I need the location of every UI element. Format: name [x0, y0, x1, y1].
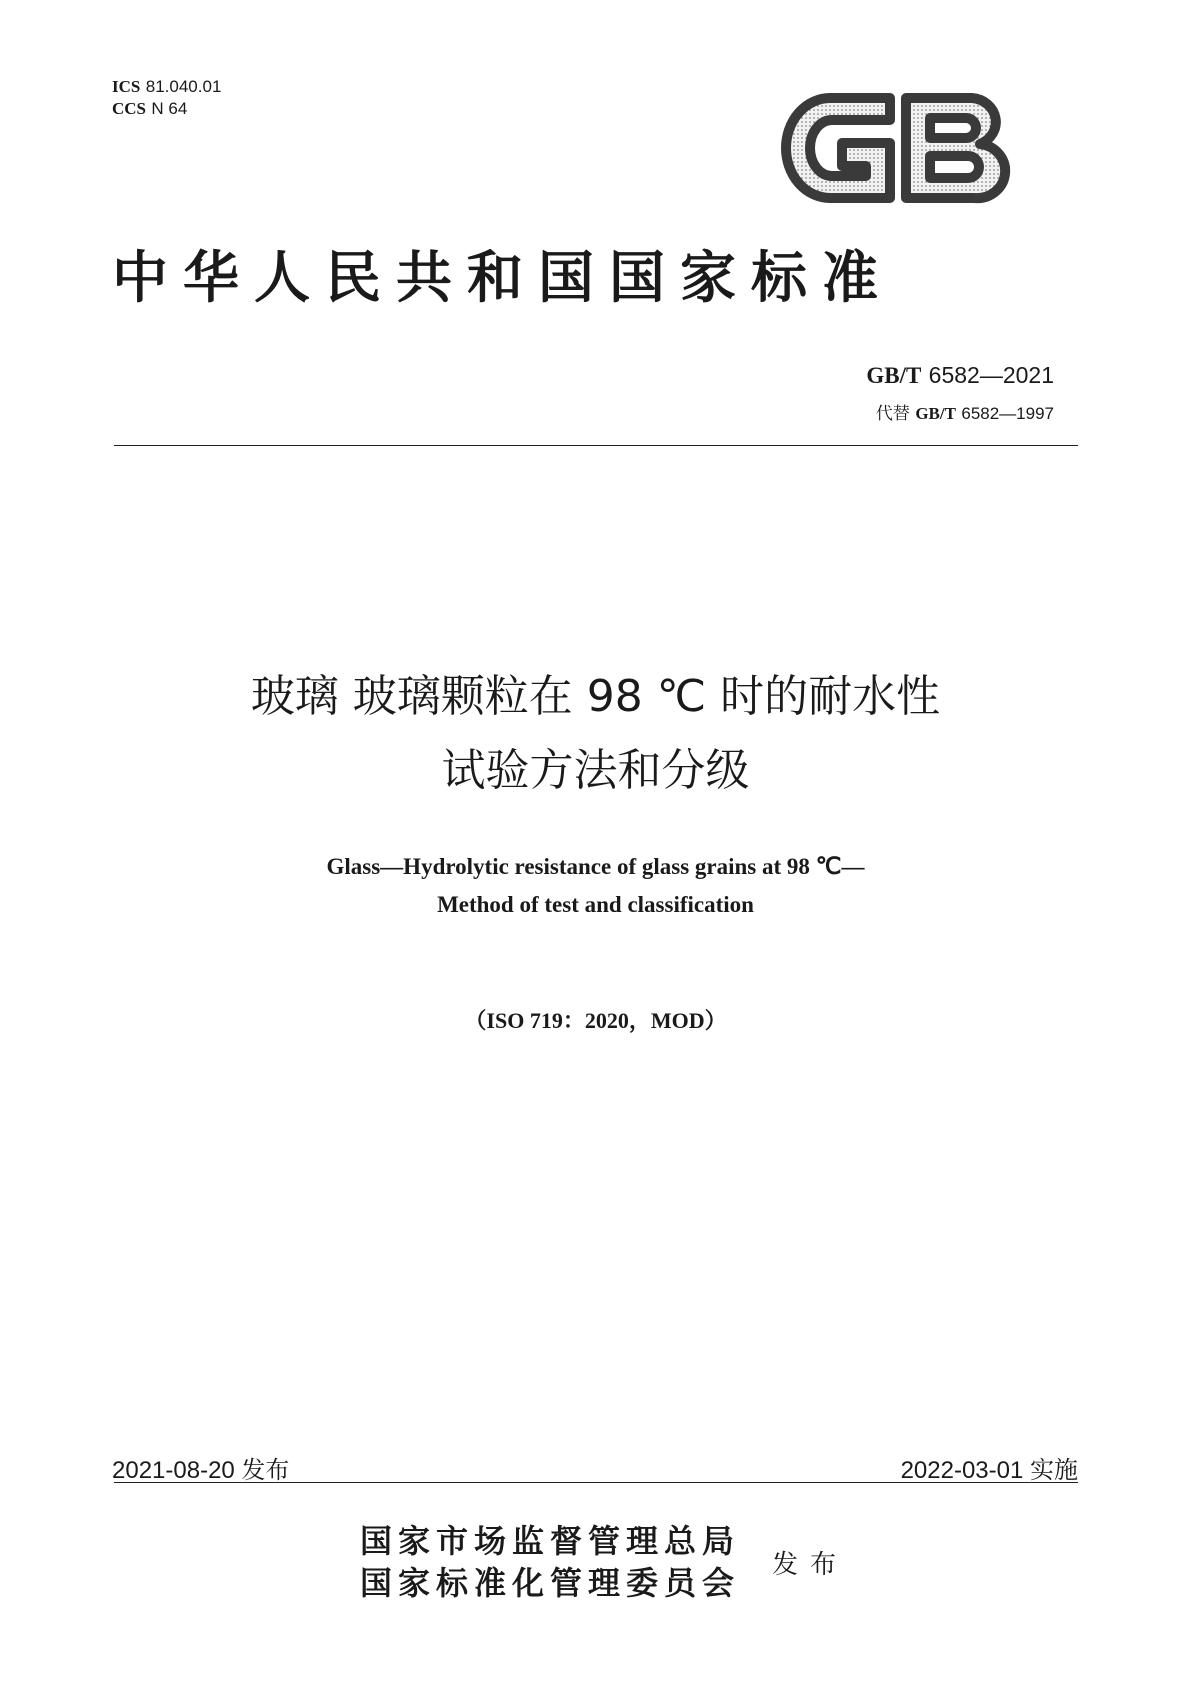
classification-codes: [112, 76, 221, 120]
chinese-title-line-2: 试验方法和分级: [441, 745, 750, 796]
ccs-label: CCS: [112, 99, 147, 118]
replaces-prefix: GB/T: [915, 404, 956, 423]
replaces-label: 代替: [875, 404, 910, 424]
ics-value: 81.040.01: [145, 77, 222, 96]
issue-date: 2021-08-20 发布: [112, 1457, 290, 1484]
ics-label: ICS: [112, 77, 141, 96]
gb-logo: [780, 88, 1012, 208]
standard-number-prefix: GB/T: [866, 363, 922, 388]
ccs-value: N 64: [151, 99, 188, 118]
national-standard-title: 中华人民共和国国家标准: [112, 245, 893, 311]
issuing-authorities: [360, 1520, 740, 1604]
issuer-line-2: 国家标准化管理委员会: [360, 1564, 741, 1602]
standard-number-value: 6582—2021: [928, 362, 1054, 388]
ics-code: [112, 76, 221, 98]
implementation-date: 2022-03-01 实施: [900, 1457, 1078, 1484]
publish-label: 发布: [772, 1550, 849, 1580]
top-divider: [114, 445, 1078, 446]
ccs-code: [112, 98, 221, 120]
english-title-line-2: Method of test and classification: [437, 892, 754, 917]
bottom-divider: [114, 1482, 1078, 1483]
issuer-line-1: 国家市场监督管理总局: [360, 1522, 741, 1560]
replaces-standard: [876, 399, 1054, 424]
english-title-line-1: Glass—Hydrolytic resistance of glass grains at 98 ℃—: [326, 854, 865, 879]
replaces-number: 6582—1997: [961, 404, 1054, 423]
iso-reference: （ISO 719：2020，MOD）: [464, 1008, 727, 1033]
standard-number: [866, 362, 1054, 389]
chinese-title-line-1: 玻璃 玻璃颗粒在 98 ℃ 时的耐水性: [250, 671, 941, 722]
